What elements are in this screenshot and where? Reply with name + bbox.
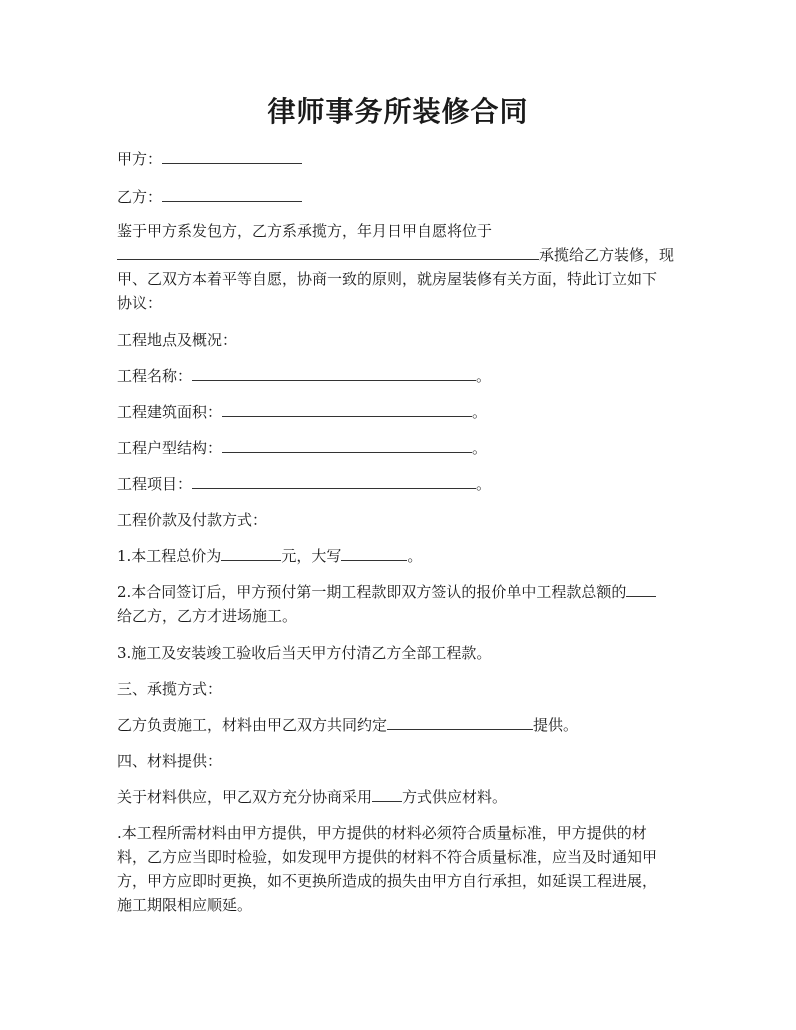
project-items-line	[117, 473, 681, 495]
item2-line-1	[117, 580, 681, 604]
document-title: 律师事务所装修合同	[267, 95, 529, 128]
preamble-line-4: 协议：	[117, 294, 163, 312]
section-site-heading: 工程地点及概况：	[117, 331, 238, 349]
item1-text-c: 。	[407, 547, 423, 565]
building-area-line	[117, 401, 681, 423]
item1-text-b: 元，大写	[281, 547, 342, 565]
material-line-4: 施工期限相应顺延。	[117, 896, 253, 914]
preamble-paragraph	[117, 219, 681, 315]
section-3-heading: 三、承揽方式：	[117, 680, 223, 698]
material-text-b: 方式供应材料。	[402, 788, 508, 806]
period: 。	[472, 403, 488, 421]
contract-text-b: 提供。	[533, 716, 579, 734]
material-line-1: .本工程所需材料由甲方提供，甲方提供的材料必须符合质量标准，甲方提供的材	[117, 824, 647, 842]
prepayment-ratio-blank[interactable]	[626, 582, 656, 597]
section-4-heading: 四、材料提供：	[117, 752, 223, 770]
contract-text-a: 乙方负责施工，材料由甲乙双方共同约定	[117, 716, 388, 734]
material-text-a: 关于材料供应，甲乙双方充分协商采用	[117, 788, 373, 806]
price-item-1	[117, 545, 681, 567]
item2-line-2: 给乙方，乙方才进场施工。	[117, 607, 298, 625]
building-area-blank[interactable]	[222, 402, 472, 417]
project-name-line	[117, 365, 681, 387]
item1-text-a: 1.本工程总价为	[117, 547, 222, 565]
party-b-line	[117, 186, 681, 208]
material-line-2: 料，乙方应当即时检验，如发现甲方提供的材料不符合质量标准，应当及时通知甲	[117, 848, 658, 866]
project-name-blank[interactable]	[192, 366, 476, 381]
house-structure-blank[interactable]	[222, 438, 472, 453]
preamble-line-2	[117, 243, 681, 267]
material-supply-line	[117, 786, 681, 808]
item2-text-a: 2.本合同签订后，甲方预付第一期工程款即双方签认的报价单中工程款总额的	[117, 583, 627, 601]
party-a-label: 甲方：	[117, 150, 163, 168]
house-structure-line	[117, 437, 681, 459]
project-items-blank[interactable]	[192, 474, 476, 489]
price-item-2	[117, 580, 681, 628]
party-a-blank[interactable]	[162, 149, 302, 164]
party-b-label: 乙方：	[117, 188, 163, 206]
period: 。	[476, 367, 492, 385]
supply-method-blank[interactable]	[372, 787, 402, 802]
preamble-line-2-text: 承揽给乙方装修，现	[539, 246, 675, 264]
material-paragraph	[117, 821, 681, 917]
price-in-words-blank[interactable]	[341, 546, 407, 561]
contract-method-line	[117, 714, 681, 736]
party-b-blank[interactable]	[162, 187, 302, 202]
project-name-label: 工程名称：	[117, 367, 193, 385]
total-price-blank[interactable]	[221, 546, 281, 561]
preamble-line-1: 鉴于甲方系发包方，乙方系承揽方，年月日甲自愿将位于	[117, 222, 493, 240]
supplier-blank[interactable]	[387, 715, 533, 730]
price-item-3: 3.施工及安装竣工验收后当天甲方付清乙方全部工程款。	[117, 644, 492, 662]
project-items-label: 工程项目：	[117, 475, 193, 493]
period: 。	[476, 475, 492, 493]
party-a-line	[117, 148, 681, 170]
building-area-label: 工程建筑面积：	[117, 403, 223, 421]
period: 。	[472, 439, 488, 457]
preamble-line-3: 甲、乙双方本着平等自愿，协商一致的原则，就房屋装修有关方面，特此订立如下	[117, 270, 658, 288]
house-structure-label: 工程户型结构：	[117, 439, 223, 457]
section-price-heading: 工程价款及付款方式：	[117, 511, 268, 529]
location-blank[interactable]	[117, 245, 539, 260]
material-line-3: 方，甲方应即时更换，如不更换所造成的损失由甲方自行承担，如延误工程进展，	[117, 872, 658, 890]
